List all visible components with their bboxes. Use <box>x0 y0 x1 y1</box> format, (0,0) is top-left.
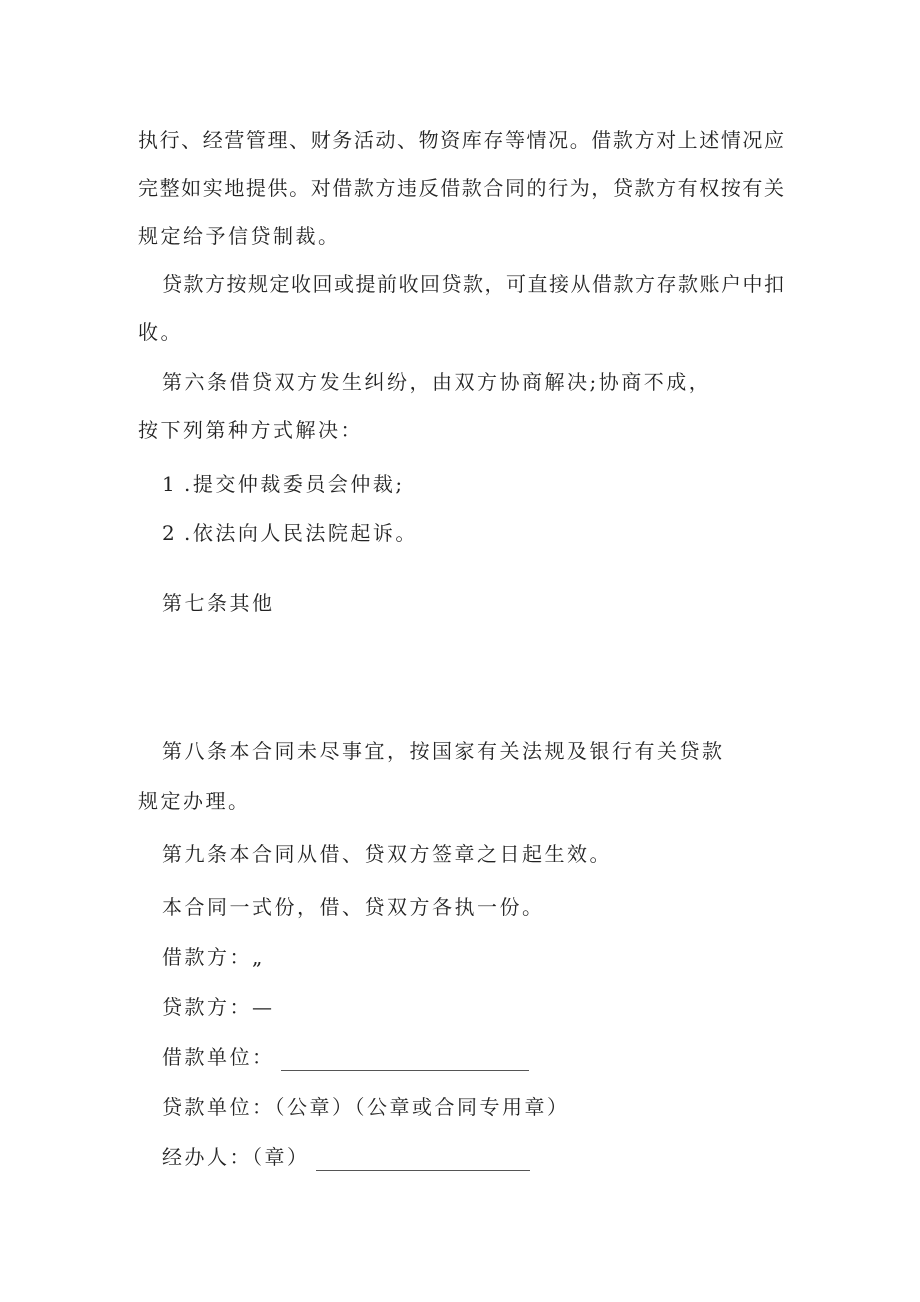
option-text: .依法向人民法院起诉。 <box>184 521 418 545</box>
article-six-line: 第六条借贷双方发生纠纷，由双方协商解决;协商不成， <box>162 370 712 394</box>
paragraph-line: 收。 <box>138 320 183 344</box>
paragraph-line: 贷款方按规定收回或提前收回贷款，可直接从借款方存款账户中扣 <box>162 272 784 296</box>
paragraph-line: 完整如实地提供。对借款方违反借款合同的行为，贷款方有权按有关 <box>138 176 784 200</box>
lender-signature: 贷款方：— <box>162 995 275 1019</box>
dispute-option-1 <box>162 470 405 498</box>
copies-clause: 本合同一式份，借、贷双方各执一份。 <box>162 895 545 919</box>
borrower-unit-blank[interactable] <box>281 1048 529 1071</box>
lender-unit: 贷款单位：（公章）（公章或合同专用章） <box>162 1095 570 1119</box>
article-seven: 第七条其他 <box>162 591 275 615</box>
borrower-unit-row <box>162 1043 529 1071</box>
paragraph-line: 规定给予信贷制裁。 <box>138 224 341 248</box>
borrower-signature: 借款方：„ <box>162 945 265 969</box>
borrower-unit-label: 借款单位： <box>162 1045 275 1069</box>
article-nine: 第九条本合同从借、贷双方签章之日起生效。 <box>162 842 612 866</box>
handler-label: 经办人：（章） <box>162 1145 310 1169</box>
article-six-line: 按下列第种方式解决： <box>138 418 363 442</box>
paragraph-line: 执行、经营管理、财务活动、物资库存等情况。借款方对上述情况应 <box>138 128 784 152</box>
handler-blank[interactable] <box>316 1148 530 1171</box>
article-eight-line: 第八条本合同未尽事宜，按国家有关法规及银行有关贷款 <box>162 739 725 763</box>
dispute-option-2 <box>162 519 418 547</box>
article-eight-line: 规定办理。 <box>138 789 251 813</box>
option-number: 2 <box>162 521 178 545</box>
option-number: 1 <box>162 472 178 496</box>
handler-row <box>162 1143 530 1171</box>
option-text: .提交仲裁委员会仲裁; <box>184 472 405 496</box>
